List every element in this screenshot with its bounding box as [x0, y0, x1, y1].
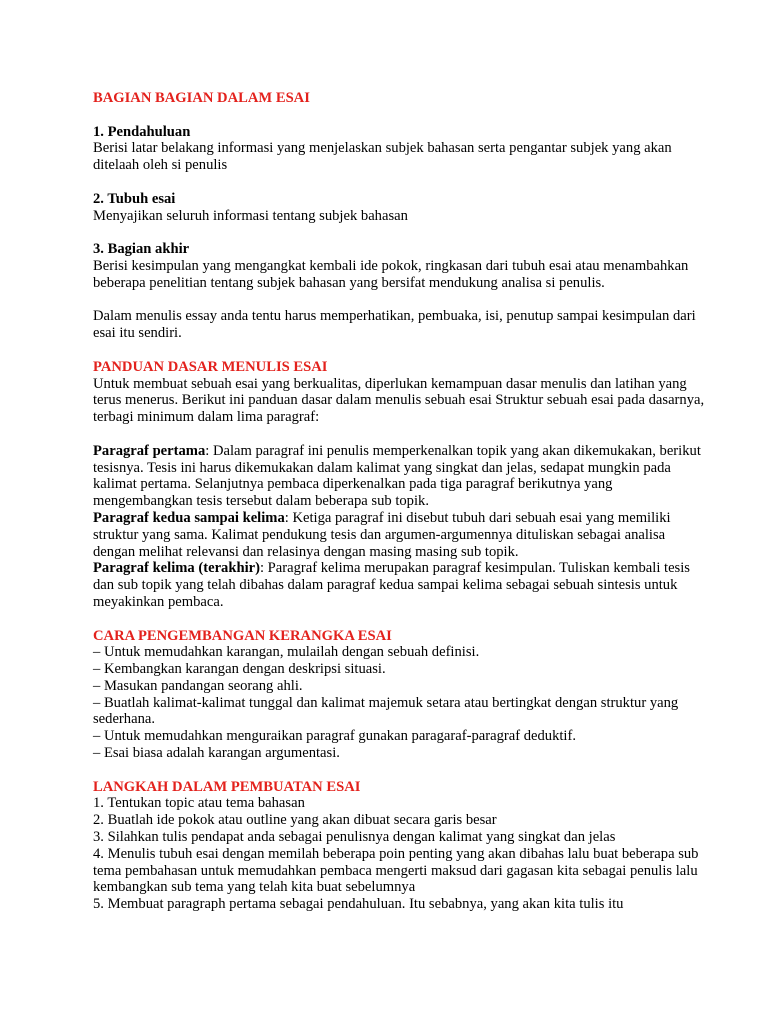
list-item: – Esai biasa adalah karangan argumentasi.	[93, 745, 340, 762]
list-item: – Buatlah kalimat-kalimat tunggal dan kalimat majemuk setara atau bertingkat dengan struktur yang sederhana.	[93, 694, 679, 728]
section-heading-kerangka: CARA PENGEMBANGAN KERANGKA ESAI	[93, 627, 392, 644]
paragraph-label: Paragraf kedua sampai kelima	[93, 509, 285, 526]
item-title-text: 1. Pendahuluan	[93, 123, 191, 140]
item-title-akhir	[93, 241, 708, 258]
item-title-pendahuluan	[93, 124, 708, 141]
paragraph-label: Paragraf kelima (terakhir)	[93, 560, 260, 577]
paragraph-kelima	[93, 560, 708, 610]
section-heading-bagian: BAGIAN BAGIAN DALAM ESAI	[93, 90, 310, 106]
paragraph-pertama	[93, 443, 708, 510]
list-item: 1. Tentukan topic atau tema bahasan	[93, 795, 305, 812]
section-heading-panduan: PANDUAN DASAR MENULIS ESAI	[93, 358, 328, 375]
paragraph-text: : Paragraf kelima merupakan paragraf kesimpulan. Tuliskan kembali tesis dan sub topik yang telah dibahas dalam paragraf kedua sampai kelima sebagai sebuah sintesis untuk meyakinkan pembaca.	[93, 560, 690, 610]
section-heading-langkah: LANGKAH DALAM PEMBUATAN ESAI	[93, 778, 361, 795]
list-item: 5. Membuat paragraph pertama sebagai pendahuluan. Itu sebabnya, yang akan kita tulis itu	[93, 896, 624, 913]
list-item: – Untuk memudahkan menguraikan paragraf gunakan paragaraf-paragraf deduktif.	[93, 728, 576, 745]
paragraph-text: : Dalam paragraf ini penulis memperkenalkan topik yang akan dikemukakan, berikut tesisnya. Tesis ini harus dikemukakan dalam kalimat yang singkat dan jelas, sedapat mungkin pada kalimat pertama. Selanjutnya pembaca diperkenalkan pada tiga paragraf berikutnya yang mengembangkan tesis tersebut dalam beberapa sub topik.	[93, 442, 701, 510]
list-item: 3. Silahkan tulis pendapat anda sebagai penulisnya dengan kalimat yang singkat dan jelas	[93, 829, 616, 846]
paragraph-kedua	[93, 510, 708, 560]
list-item: 4. Menulis tubuh esai dengan memilah beberapa poin penting yang akan dibahas lalu buat beberapa sub tema pembahasan untuk memudahkan pembaca mengerti maksud dari gagasan kita sebagai penulis lalu kembangkan sub tema yang telah kita buat sebelumnya	[93, 845, 699, 896]
paragraph-label: Paragraf pertama	[93, 442, 206, 459]
item-title-tubuh	[93, 191, 708, 208]
item-title-text: 2. Tubuh esai	[93, 190, 176, 207]
item-body-pendahuluan: Berisi latar belakang informasi yang menjelaskan subjek bahasan serta pengantar subjek yang akan ditelaah oleh si penulis	[93, 140, 672, 174]
list-item: – Masukan pandangan seorang ahli.	[93, 677, 303, 694]
item-title-text: 3. Bagian akhir	[93, 241, 190, 258]
paragraph-text: : Ketiga paragraf ini disebut tubuh dari sebuah esai yang memiliki struktur yang sama. Kalimat pendukung tesis dan argumen-argumennya dituliskan sebagai analisa dengan melihat relevansi dan relasinya dengan masing masing sub topik.	[93, 509, 671, 560]
list-item: 2. Buatlah ide pokok atau outline yang akan dibuat secara garis besar	[93, 812, 497, 829]
list-item: – Kembangkan karangan dengan deskripsi situasi.	[93, 661, 386, 678]
item-body-tubuh: Menyajikan seluruh informasi tentang subjek bahasan	[93, 207, 408, 224]
list-item: – Untuk memudahkan karangan, mulailah dengan sebuah definisi.	[93, 644, 480, 661]
panduan-intro: Untuk membuat sebuah esai yang berkualitas, diperlukan kemampuan dasar menulis dan latihan yang terus menerus. Berikut ini panduan dasar dalam menulis sebuah esai Struktur sebuah esai pada dasarnya, terbagi minimum dalam lima paragraf:	[93, 375, 705, 426]
closing-paragraph: Dalam menulis essay anda tentu harus memperhatikan, pembuaka, isi, penutup sampai kesimpulan dari esai itu sendiri.	[93, 308, 696, 342]
item-body-akhir: Berisi kesimpulan yang mengangkat kembali ide pokok, ringkasan dari tubuh esai atau menambahkan beberapa penelitian tentang subjek bahasan yang bersifat mendukung analisa si penulis.	[93, 257, 689, 291]
